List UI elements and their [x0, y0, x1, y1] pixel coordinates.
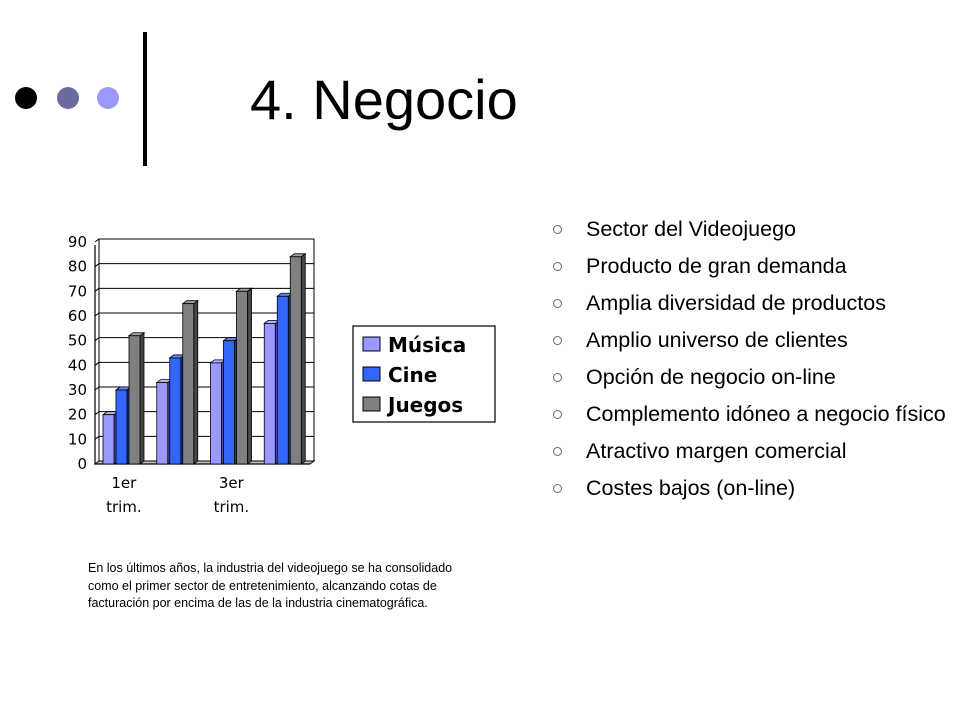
x-category-label: 3er	[218, 474, 244, 492]
bullet-text: Amplia diversidad de productos	[586, 291, 886, 315]
bar-side	[248, 288, 252, 464]
bar	[277, 296, 288, 464]
bullet-item	[552, 253, 952, 279]
y-tick-label: 70	[67, 282, 87, 301]
bar-side	[301, 254, 305, 464]
chart-caption: En los últimos años, la industria del videojuego se ha consolidado como el primer sector de entretenimiento, alcanzando cotas de facturación por encima de las de la industria cinematográfica.	[88, 561, 453, 610]
bullet-marker-icon	[553, 225, 562, 234]
bullet-list	[552, 216, 952, 512]
bullet-item	[552, 401, 952, 427]
bar	[290, 257, 301, 464]
bullet-item	[552, 438, 952, 464]
bar-side	[140, 333, 144, 464]
bullet-marker-icon	[553, 262, 562, 271]
legend-label: Juegos	[388, 393, 464, 417]
bar	[157, 383, 168, 464]
bar	[103, 415, 114, 464]
bar	[224, 341, 235, 464]
bullet-text: Costes bajos (on-line)	[586, 476, 796, 500]
y-tick-label: 60	[67, 307, 87, 325]
bar-side	[194, 301, 198, 464]
bullet-item	[552, 216, 952, 242]
slide-title: 4. Negocio	[250, 68, 518, 131]
legend-swatch	[363, 367, 380, 381]
bullet-text: Complemento idóneo a negocio físico	[586, 402, 946, 426]
grid-diagonal	[95, 239, 99, 242]
x-category-label: 1er	[111, 474, 137, 492]
bullet-item	[552, 290, 952, 316]
y-tick-label: 90	[67, 233, 87, 251]
bullet-text: Sector del Videojuego	[586, 217, 796, 241]
bar	[264, 323, 275, 464]
bullet-marker-icon	[553, 484, 562, 493]
bar	[211, 363, 222, 464]
bar	[237, 291, 248, 464]
bullet-item	[552, 475, 952, 501]
bullet-item	[552, 364, 952, 390]
bar	[183, 304, 194, 464]
y-tick-label: 50	[67, 331, 87, 350]
legend-label: Cine	[388, 363, 438, 387]
y-tick-label: 10	[67, 430, 87, 449]
y-tick-label: 20	[67, 405, 87, 424]
bullet-marker-icon	[553, 410, 562, 419]
y-tick-label: 40	[67, 356, 87, 375]
bullet-marker-icon	[553, 336, 562, 345]
y-tick-label: 30	[67, 381, 87, 399]
legend-swatch	[363, 337, 380, 351]
y-tick-label: 0	[77, 455, 87, 473]
bar	[170, 358, 181, 464]
bullet-marker-icon	[553, 373, 562, 382]
x-category-label: trim.	[213, 498, 250, 516]
legend-label: Música	[388, 333, 467, 357]
legend-swatch	[363, 397, 380, 411]
bullet-marker-icon	[553, 299, 562, 308]
bar	[116, 390, 127, 464]
bullet-text: Producto de gran demanda	[586, 254, 847, 278]
bullet-text: Opción de negocio on-line	[586, 365, 836, 389]
y-tick-label: 80	[67, 257, 87, 276]
x-category-label: trim.	[106, 498, 142, 516]
bullet-marker-icon	[553, 447, 562, 456]
bar	[129, 336, 140, 464]
bullet-text: Amplio universo de clientes	[586, 328, 848, 352]
bullet-text: Atractivo margen comercial	[586, 439, 847, 463]
bullet-item	[552, 327, 952, 353]
